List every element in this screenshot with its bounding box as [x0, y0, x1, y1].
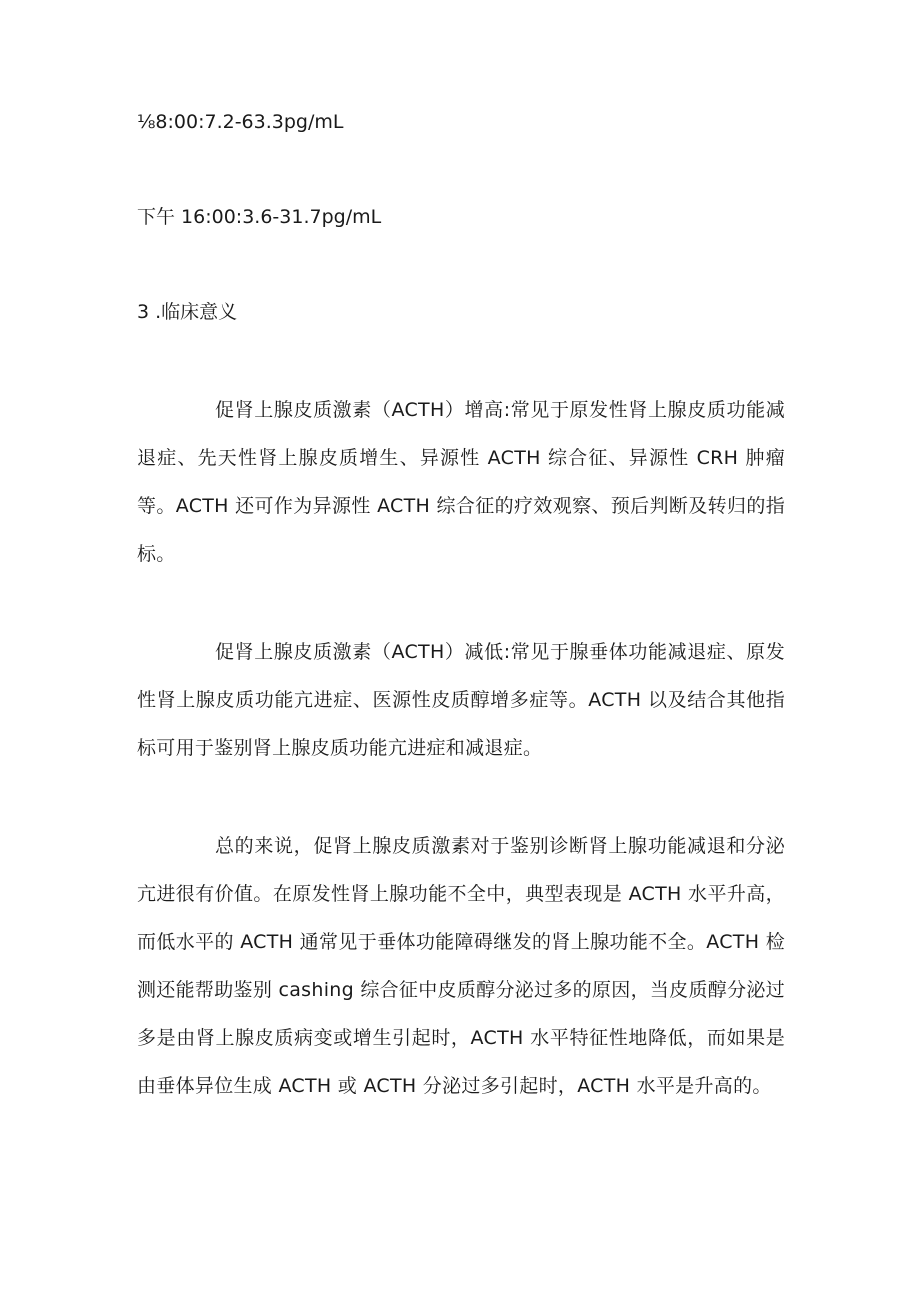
paragraph-acth-decrease: 促肾上腺皮质激素（ACTH）减低:常见于腺垂体功能减退症、原发性肾上腺皮质功能亢进症、医源性皮质醇增多症等。ACTH 以及结合其他指标可用于鉴别肾上腺皮质功能亢进症和减退症。 — [137, 641, 785, 759]
reference-range-afternoon: 下午 16:00:3.6-31.7pg/mL — [137, 206, 382, 228]
section-heading: 3 .临床意义 — [137, 301, 238, 323]
reference-range-morning: ⅛8:00:7.2-63.3pg/mL — [137, 111, 344, 133]
paragraph-summary: 总的来说，促肾上腺皮质激素对于鉴别诊断肾上腺功能减退和分泌亢进很有价值。在原发性肾上腺功能不全中，典型表现是 ACTH 水平升高，而低水平的 ACTH 通常见于垂体功能障碍继发的肾上腺功能不全。ACTH 检测还能帮助鉴别 cashing 综合征中皮质醇分泌过多的原因，当皮质醇分泌过多是由肾上腺皮质病变或增生引起时，ACTH 水平特征性地降低，而如果是由垂体异位生成 ACTH 或 ACTH 分泌过多引起时，ACTH 水平是升高的。 — [137, 835, 785, 1097]
paragraph-acth-increase: 促肾上腺皮质激素（ACTH）增高:常见于原发性肾上腺皮质功能减退症、先天性肾上腺皮质增生、异源性 ACTH 综合征、异源性 CRH 肿瘤等。ACTH 还可作为异源性 ACTH 综合征的疗效观察、预后判断及转归的指标。 — [137, 399, 785, 565]
